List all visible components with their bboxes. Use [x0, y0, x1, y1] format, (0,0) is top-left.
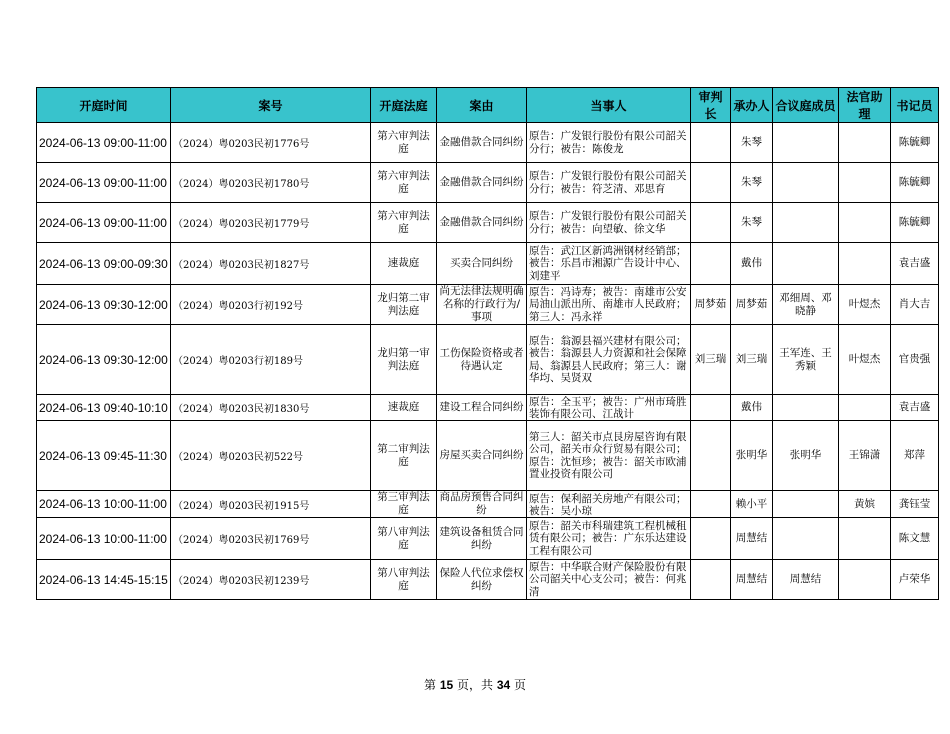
cell-assistant: [839, 203, 891, 243]
cell-case-number: （2024）粤0203民初1915号: [171, 491, 371, 518]
cell-courtroom: 第二审判法庭: [371, 421, 437, 491]
parties-text: 原告：全玉平；被告：广州市琦胜装饰有限公司、江战计: [529, 395, 687, 420]
cell-assistant: [839, 560, 891, 600]
header-courtroom: 开庭法庭: [371, 88, 437, 123]
cell-handler: 周慧结: [731, 560, 773, 600]
cell-cause: 金融借款合同纠纷: [437, 123, 527, 163]
header-row: [37, 88, 939, 123]
cell-case-number: （2024）粤0203民初1769号: [171, 518, 371, 560]
cell-cause: 建设工程合同纠纷: [437, 395, 527, 421]
cell-clerk: 陈文慧: [891, 518, 939, 560]
cell-presiding-judge: [691, 560, 731, 600]
cell-clerk: 袁吉盛: [891, 395, 939, 421]
parties-text: 原告：武江区新鸿洲钢材经销部；被告：乐昌市湘源广告设计中心、刘建平: [529, 244, 687, 282]
cell-time: 2024-06-13 09:30-12:00: [37, 285, 171, 325]
cell-panel: 周慧结: [773, 560, 839, 600]
parties-text: 第三人：韶关市点艮房屋咨询有限公司，韶关市众行贸易有限公司；原告：沈恒珍；被告：韶关市欧浦置业投资有限公司: [529, 430, 687, 480]
cell-courtroom: 第六审判法庭: [371, 163, 437, 203]
cell-handler: 戴伟: [731, 243, 773, 285]
cell-handler: 戴伟: [731, 395, 773, 421]
cell-courtroom: 第六审判法庭: [371, 123, 437, 163]
cell-parties: [527, 163, 691, 203]
cell-assistant: [839, 163, 891, 203]
parties-text: 原告：广发银行股份有限公司韶关分行；被告：陈俊龙: [529, 130, 687, 155]
table-row: [37, 518, 939, 560]
cell-clerk: 卢荣华: [891, 560, 939, 600]
cell-courtroom: 第八审判法庭: [371, 518, 437, 560]
cell-handler: 周梦茹: [731, 285, 773, 325]
cell-handler: 刘三瑞: [731, 325, 773, 395]
cell-case-number: （2024）粤0203民初522号: [171, 421, 371, 491]
cell-assistant: 王锦潇: [839, 421, 891, 491]
cell-presiding-judge: [691, 491, 731, 518]
header-presiding-judge: 审判长: [691, 88, 731, 123]
cell-presiding-judge: [691, 518, 731, 560]
table-row: [37, 560, 939, 600]
cell-courtroom: 第六审判法庭: [371, 203, 437, 243]
cell-presiding-judge: [691, 123, 731, 163]
cell-cause: 商品房预售合同纠纷: [437, 491, 527, 518]
cell-handler: 朱琴: [731, 203, 773, 243]
cell-case-number: （2024）粤0203民初1830号: [171, 395, 371, 421]
cell-time: 2024-06-13 10:00-11:00: [37, 491, 171, 518]
page-footer: 第 15 页，共 34 页: [423, 678, 526, 692]
cell-panel: [773, 203, 839, 243]
header-cause: 案由: [437, 88, 527, 123]
cell-time: 2024-06-13 09:00-11:00: [37, 123, 171, 163]
table-row: [37, 203, 939, 243]
table-row: [37, 285, 939, 325]
cell-cause: 房屋买卖合同纠纷: [437, 421, 527, 491]
cell-courtroom: 第八审判法庭: [371, 560, 437, 600]
cell-panel: [773, 123, 839, 163]
cell-courtroom: 龙归第二审判法庭: [371, 285, 437, 325]
cell-assistant: [839, 518, 891, 560]
cell-panel: [773, 518, 839, 560]
cell-case-number: （2024）粤0203民初1827号: [171, 243, 371, 285]
cell-parties: [527, 203, 691, 243]
cell-clerk: 郑萍: [891, 421, 939, 491]
cell-assistant: 叶煜杰: [839, 325, 891, 395]
header-case-number: 案号: [171, 88, 371, 123]
cell-assistant: 叶煜杰: [839, 285, 891, 325]
cell-time: 2024-06-13 14:45-15:15: [37, 560, 171, 600]
parties-text: 原告：冯诗寿；被告：南雄市公安局油山派出所、南雄市人民政府；第三人：冯永祥: [529, 285, 687, 323]
parties-text: 原告：翁源县福兴建材有限公司；被告：翁源县人力资源和社会保障局、翁源县人民政府；第三人：谢华均、吴贤双: [529, 334, 687, 384]
cell-handler: 张明华: [731, 421, 773, 491]
cell-case-number: （2024）粤0203行初192号: [171, 285, 371, 325]
total-page-count: 34: [496, 678, 511, 692]
cell-time: 2024-06-13 09:00-09:30: [37, 243, 171, 285]
header-clerk: 书记员: [891, 88, 939, 123]
cell-cause: 工伤保险资格或者待遇认定: [437, 325, 527, 395]
table-row: [37, 325, 939, 395]
cell-parties: [527, 395, 691, 421]
table-row: [37, 395, 939, 421]
cell-cause: 买卖合同纠纷: [437, 243, 527, 285]
cell-clerk: 陈毓卿: [891, 123, 939, 163]
table-row: [37, 421, 939, 491]
header-time: 开庭时间: [37, 88, 171, 123]
header-handler: 承办人: [731, 88, 773, 123]
parties-text: 原告：韶关市科瑞建筑工程机械租赁有限公司；被告：广东乐达建设工程有限公司: [529, 519, 687, 557]
cell-courtroom: 速裁庭: [371, 243, 437, 285]
cell-cause: 尚无法律法规明确名称的行政行为/事项: [437, 285, 527, 325]
cell-parties: [527, 518, 691, 560]
header-assistant: 法官助理: [839, 88, 891, 123]
cell-panel: 邓细周、邓晓静: [773, 285, 839, 325]
cell-clerk: 陈毓卿: [891, 203, 939, 243]
cell-case-number: （2024）粤0203民初1776号: [171, 123, 371, 163]
cell-courtroom: 龙归第一审判法庭: [371, 325, 437, 395]
cell-parties: [527, 421, 691, 491]
cell-clerk: 龚钰莹: [891, 491, 939, 518]
cell-time: 2024-06-13 09:00-11:00: [37, 203, 171, 243]
cell-panel: [773, 395, 839, 421]
cell-assistant: 黄嫔: [839, 491, 891, 518]
cell-clerk: 袁吉盛: [891, 243, 939, 285]
cell-parties: [527, 560, 691, 600]
table-row: [37, 123, 939, 163]
cell-time: 2024-06-13 09:45-11:30: [37, 421, 171, 491]
cell-time: 2024-06-13 09:00-11:00: [37, 163, 171, 203]
cell-clerk: 陈毓卿: [891, 163, 939, 203]
cell-presiding-judge: [691, 421, 731, 491]
cell-cause: 金融借款合同纠纷: [437, 163, 527, 203]
hearing-schedule-table: [36, 87, 939, 600]
cell-presiding-judge: [691, 395, 731, 421]
cell-presiding-judge: 周梦茹: [691, 285, 731, 325]
cell-handler: 朱琴: [731, 163, 773, 203]
cell-case-number: （2024）粤0203民初1780号: [171, 163, 371, 203]
cell-handler: 赖小平: [731, 491, 773, 518]
parties-text: 原告：广发银行股份有限公司韶关分行；被告：符芝清、邓思育: [529, 170, 687, 195]
cell-presiding-judge: 刘三瑞: [691, 325, 731, 395]
parties-text: 原告：广发银行股份有限公司韶关分行；被告：向望敏、徐文华: [529, 210, 687, 235]
cell-presiding-judge: [691, 203, 731, 243]
header-parties: 当事人: [527, 88, 691, 123]
cell-time: 2024-06-13 10:00-11:00: [37, 518, 171, 560]
cell-clerk: 肖大吉: [891, 285, 939, 325]
table-row: [37, 163, 939, 203]
cell-case-number: （2024）粤0203民初1779号: [171, 203, 371, 243]
current-page-number: 15: [439, 678, 454, 692]
table-row: [37, 491, 939, 518]
cell-clerk: 官贵强: [891, 325, 939, 395]
cell-handler: 朱琴: [731, 123, 773, 163]
cell-parties: [527, 325, 691, 395]
cell-parties: [527, 123, 691, 163]
cell-case-number: （2024）粤0203行初189号: [171, 325, 371, 395]
cell-cause: 金融借款合同纠纷: [437, 203, 527, 243]
cell-parties: [527, 491, 691, 518]
cell-assistant: [839, 243, 891, 285]
cell-panel: 王军连、王秀颖: [773, 325, 839, 395]
cell-parties: [527, 285, 691, 325]
cell-cause: 保险人代位求偿权纠纷: [437, 560, 527, 600]
table-row: [37, 243, 939, 285]
cell-panel: 张明华: [773, 421, 839, 491]
parties-text: 原告：中华联合财产保险股份有限公司韶关中心支公司；被告：何兆清: [529, 560, 687, 598]
cell-time: 2024-06-13 09:40-10:10: [37, 395, 171, 421]
cell-handler: 周慧结: [731, 518, 773, 560]
cell-assistant: [839, 123, 891, 163]
cell-presiding-judge: [691, 243, 731, 285]
cell-panel: [773, 243, 839, 285]
cell-panel: [773, 163, 839, 203]
cell-case-number: （2024）粤0203民初1239号: [171, 560, 371, 600]
cell-cause: 建筑设备租赁合同纠纷: [437, 518, 527, 560]
cell-parties: [527, 243, 691, 285]
header-panel: 合议庭成员: [773, 88, 839, 123]
cell-presiding-judge: [691, 163, 731, 203]
cell-time: 2024-06-13 09:30-12:00: [37, 325, 171, 395]
cell-courtroom: 速裁庭: [371, 395, 437, 421]
cell-assistant: [839, 395, 891, 421]
cell-panel: [773, 491, 839, 518]
parties-text: 原告：保利韶关房地产有限公司；被告：吴小琼: [529, 492, 687, 516]
table-body: [37, 123, 939, 600]
cell-courtroom: 第三审判法庭: [371, 491, 437, 518]
